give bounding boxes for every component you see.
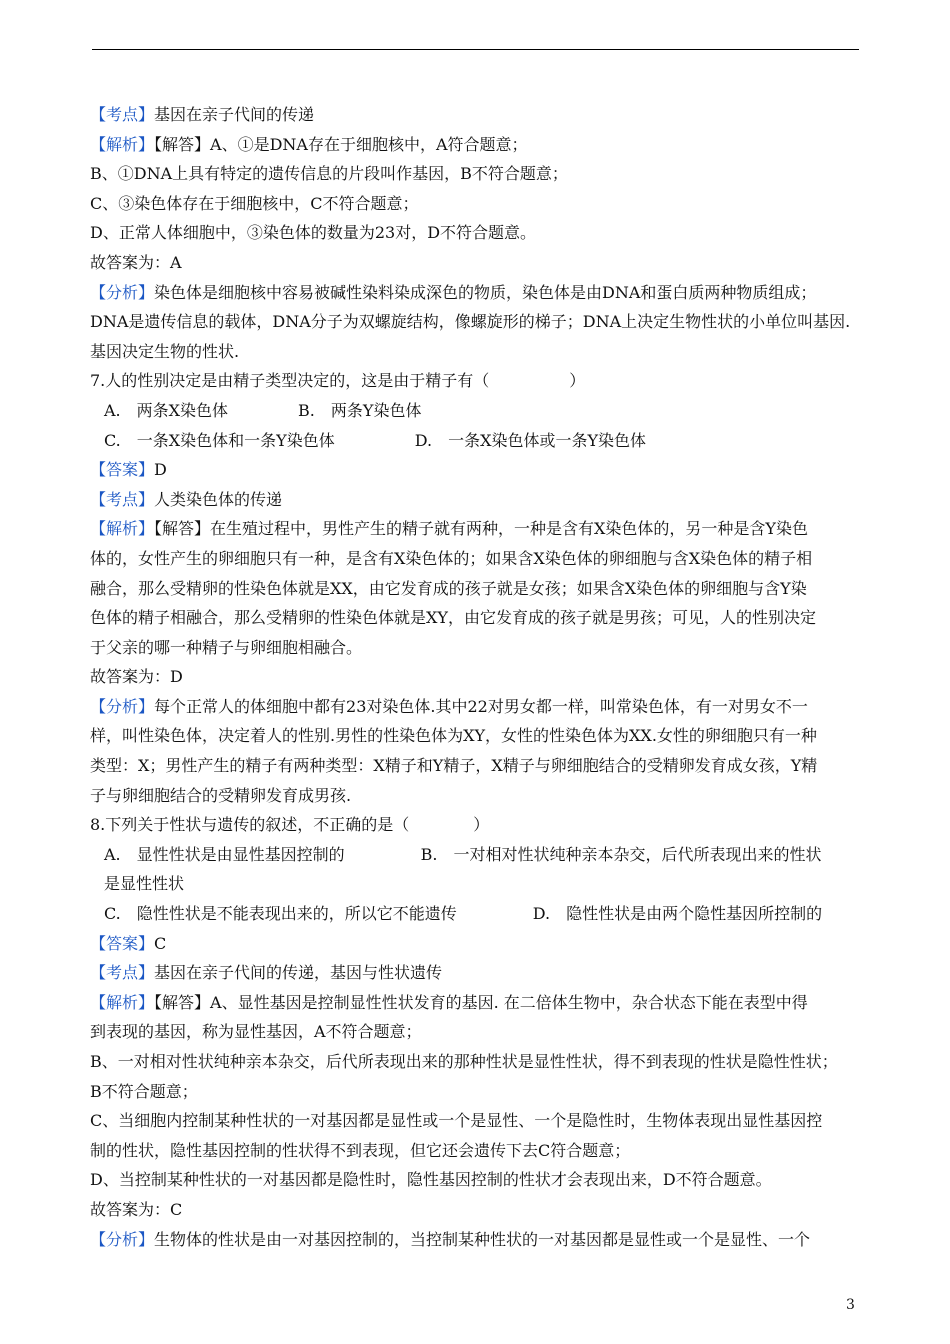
option-text: B. 两条Y染色体 [298,400,422,420]
line-text: 人类染色体的传递 [154,489,283,509]
section-tag: 【答案】 [90,933,155,953]
line-text: 生物体的性状是由一对基因控制的，当控制某种性状的一对基因都是显性或一个是显性、一个 [154,1229,811,1249]
option-line [90,840,862,870]
text-line [90,455,862,485]
line-text: 每个正常人的体细胞中都有23对染色体.其中22对男女都一样，叫常染色体，有一对男女不一 [154,696,808,716]
line-text: 【解答】A、显性基因是控制显性性状发育的基因. 在二倍体生物中，杂合状态下能在表型中得 [154,992,808,1012]
line-text: 体的，女性产生的卵细胞只有一种，是含有X染色体的；如果含X染色体的卵细胞与含X染色体的精子相 [90,548,813,568]
text-line [90,159,862,189]
text-line [90,810,862,840]
text-line [90,514,862,544]
section-tag: 【分析】 [90,1229,155,1249]
section-tag: 【答案】 [90,460,155,480]
text-line [90,1225,862,1255]
line-text: D、正常人体细胞中，③染色体的数量为23对，D不符合题意。 [90,223,537,243]
line-text: 制的性状，隐性基因控制的性状得不到表现，但它还会遗传下去C符合题意； [90,1140,631,1160]
line-text: 基因在亲子代间的传递 [154,105,315,124]
line-text: D、当控制某种性状的一对基因都是隐性时，隐性基因控制的性状才会表现出来，D不符合题意。 [90,1170,772,1190]
line-text: 【解答】A、①是DNA存在于细胞核中，A符合题意； [154,134,528,154]
line-text: 类型：X；男性产生的精子有两种类型：X精子和Y精子，X精子与卵细胞结合的受精卵发育成女孩，Y精 [90,756,818,776]
text-line [90,1136,862,1166]
text-line [90,958,862,988]
header-rule [92,49,859,50]
option-text: A. 两条X染色体 [104,400,229,420]
document-body [90,100,862,1254]
text-line [90,781,862,811]
section-tag: 【解析】 [90,992,155,1012]
line-text: 8.下列关于性状与遗传的叙述，不正确的是（ ） [90,815,490,835]
text-line [90,130,862,160]
line-text: 到表现的基因，称为显性基因，A不符合题意； [90,1022,422,1042]
line-text: 基因决定生物的性状. [90,341,240,361]
text-line [90,1195,862,1225]
section-tag: 【解析】 [90,134,155,154]
line-text: 故答案为：D [90,667,183,687]
text-line [90,751,862,781]
text-line [90,662,862,692]
text-line [90,189,862,219]
option-line [90,869,862,899]
line-text: C、当细胞内控制某种性状的一对基因都是显性或一个是显性、一个是隐性时，生物体表现出显性基因控 [90,1111,823,1131]
text-line [90,100,862,130]
option-line [90,899,862,929]
line-text: 色体的精子相融合，那么受精卵的性染色体就是XY，由它发育成的孩子就是男孩；可见，人的性别决定 [90,608,816,628]
text-line [90,574,862,604]
option-text: C. 隐性性状是不能表现出来的，所以它不能遗传 [104,904,457,924]
line-text: C、③染色体存在于细胞核中，C不符合题意； [90,193,419,213]
text-line [90,1077,862,1107]
line-text: 【解答】在生殖过程中，男性产生的精子就有两种，一种是含有X染色体的，另一种是含Y染色 [154,519,808,539]
line-text: B、一对相对性状纯种亲本杂交，后代所表现出来的那种性状是显性性状，得不到表现的性状是隐性性状； [90,1052,838,1071]
text-line [90,692,862,722]
line-text: B不符合题意； [90,1081,198,1101]
section-tag: 【考点】 [90,489,155,509]
text-line [90,633,862,663]
text-line [90,721,862,751]
line-text: 7.人的性别决定是由精子类型决定的，这是由于精子有（ ） [90,371,586,391]
line-text: 于父亲的哪一种精子与卵细胞相融合。 [90,637,363,657]
line-text: 故答案为：C [90,1199,183,1219]
text-line [90,485,862,515]
section-tag: 【考点】 [90,105,155,124]
text-line [90,929,862,959]
section-tag: 【解析】 [90,519,155,539]
option-line [90,396,862,426]
option-text: A. 显性性状是由显性基因控制的 [104,844,345,864]
section-tag: 【考点】 [90,963,155,983]
option-text: D. 隐性性状是由两个隐性基因所控制的 [532,904,823,924]
line-text: 子与卵细胞结合的受精卵发育成男孩. [90,785,352,805]
text-line [90,988,862,1018]
text-line [90,544,862,574]
text-line [90,337,862,367]
line-text: 基因在亲子代间的传递，基因与性状遗传 [154,963,443,983]
text-line [90,278,862,308]
text-line [90,1047,862,1077]
text-line [90,1106,862,1136]
section-tag: 【分析】 [90,696,155,716]
option-text: B. 一对相对性状纯种亲本杂交，后代所表现出来的性状 [420,844,822,864]
text-line [90,1165,862,1195]
option-text: C. 一条X染色体和一条Y染色体 [104,430,335,450]
line-text: 染色体是细胞核中容易被碱性染料染成深色的物质，染色体是由DNA和蛋白质两种物质组成； [154,282,817,302]
line-text: 样，叫性染色体，决定着人的性别.男性的性染色体为XY，女性的性染色体为XX.女性的卵细胞只有一种 [90,726,817,746]
line-text: C [154,933,167,953]
text-line [90,248,862,278]
option-text: D. 一条X染色体或一条Y染色体 [414,430,647,450]
option-line [90,426,862,456]
text-line [90,1017,862,1047]
line-text: 故答案为：A [90,252,182,272]
page-number: 3 [846,1297,855,1313]
text-line [90,307,862,337]
line-text: B、①DNA上具有特定的遗传信息的片段叫作基因，B不符合题意； [90,164,568,184]
text-line [90,603,862,633]
option-text: 是显性性状 [104,874,185,894]
text-line [90,218,862,248]
line-text: DNA是遗传信息的载体，DNA分子为双螺旋结构，像螺旋形的梯子；DNA上决定生物性状的小单位叫基因. [90,312,851,332]
section-tag: 【分析】 [90,282,155,302]
line-text: 融合，那么受精卵的性染色体就是XX，由它发育成的孩子就是女孩；如果含X染色体的卵细胞与含Y染 [90,578,807,598]
text-line [90,366,862,396]
line-text: D [154,460,167,480]
